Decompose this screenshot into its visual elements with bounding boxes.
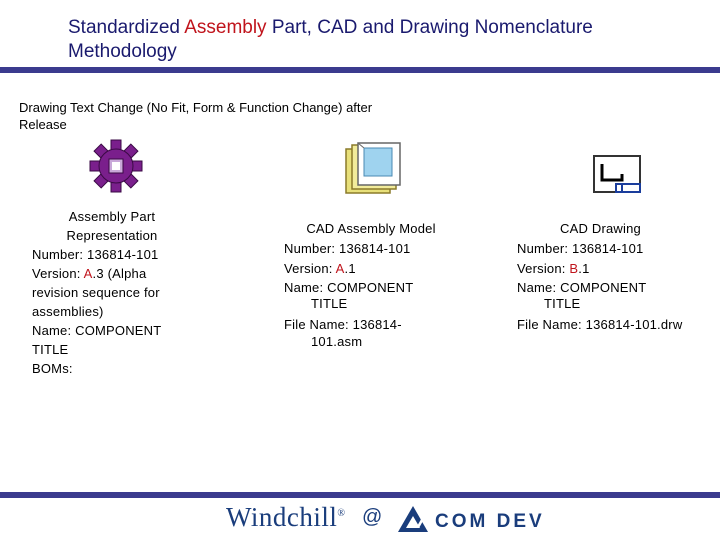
comdev-logo-icon (396, 504, 430, 534)
drawing-name: Name: COMPONENT (517, 280, 647, 295)
part-number: Number: 136814-101 (32, 247, 159, 262)
slide-subtitle: Drawing Text Change (No Fit, Form & Function Change) after Release (19, 100, 373, 132)
part-name: Name: COMPONENT (32, 323, 162, 338)
bottom-divider (0, 492, 720, 498)
part-version: Version: A.3 (Alpha (32, 266, 147, 281)
gear-icon (88, 138, 144, 194)
top-divider (0, 67, 720, 73)
model-name: Name: COMPONENT (284, 280, 414, 295)
part-heading: Assembly Part (68, 209, 156, 224)
part-name-line2: TITLE (32, 342, 69, 357)
drawing-number: Number: 136814-101 (517, 241, 644, 256)
model-number: Number: 136814-101 (284, 241, 411, 256)
part-boms: BOMs: (32, 361, 73, 376)
model-file-name-line2: 101.asm (311, 334, 363, 349)
drawing-version: Version: B.1 (517, 261, 590, 276)
page-title: Standardized Assembly Part, CAD and Drawing Nomenclature Methodology (68, 17, 593, 62)
windchill-logo: Windchill® (226, 502, 346, 532)
model-file-name: File Name: 136814- (284, 317, 402, 332)
cad-drawing-info (517, 219, 712, 333)
model-heading: CAD Assembly Model (306, 221, 436, 236)
model-version: Version: A.1 (284, 261, 356, 276)
at-symbol: @ (362, 506, 383, 528)
model-name-line2: TITLE (311, 296, 348, 311)
drawing-name-line2: TITLE (544, 296, 581, 311)
footer (0, 500, 720, 540)
part-version-note-2: assemblies) (32, 304, 104, 319)
cad-model-icon (344, 141, 402, 195)
comdev-wordmark: COM DEV (435, 511, 545, 532)
cad-model-info (284, 219, 464, 350)
drawing-heading: CAD Drawing (560, 221, 641, 236)
drawing-file-name: File Name: 136814-101.drw (517, 317, 683, 332)
part-version-note: revision sequence for (32, 285, 160, 300)
assembly-part-info (32, 207, 192, 378)
part-heading-line2: Representation (66, 228, 158, 243)
drawing-icon (592, 154, 642, 194)
title-highlight: Assembly (184, 17, 267, 38)
